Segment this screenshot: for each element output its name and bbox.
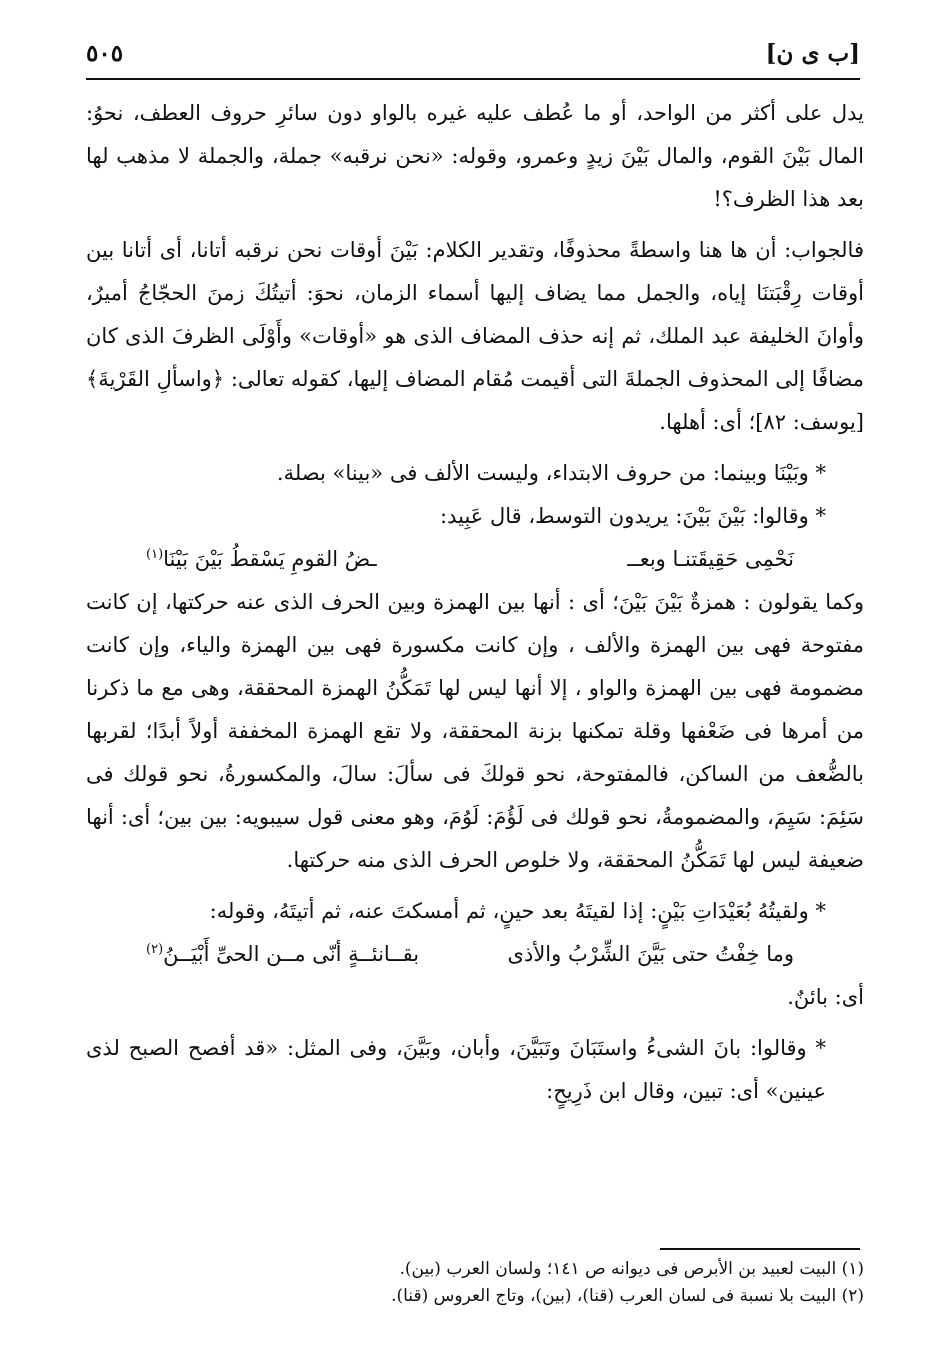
page-header [86, 38, 860, 74]
entry-bayna-bayna: * وقالوا: بَيْنَ بَيْنَ: يريدون التوسط، قال عَبِيد: [440, 504, 826, 528]
footnote-ref-2: (٢) [146, 942, 164, 957]
paragraph-2: فالجواب: أن ها هنا واسطةً محذوفًا، وتقدير الكلام: بَيْنَ أوقات نحن نرقبه أتانا، أى أتانا بين أوقات رِقْبَتنَا إياه، والجمل مما يضاف إليها أسماء الزمان، نحوَ: أتيتُكَ زمنَ الحجّاجُ أميرٌ، وأوانَ الخليفة عبد الملك، ثم إنه حذف المضاف الذى هو «أوقات» وأَوْلَى الظرفَ الذى كان مضافًا إلى المحذوف الجملةَ التى أقيمت مُقام المضاف إليها، كقوله تعالى: ﴿واسألِ القَرْيةَ﴾ [يوسف: ٨٢]؛ أى: أهلها. [86, 238, 864, 434]
paragraph-1: يدل على أكثر من الواحد، أو ما عُطف عليه غيره بالواو دون سائرِ حروف العطف، نحوُ: المال بَيْنَ القوم، والمال بَيْنَ زيدٍ وعمرو، وقوله: «نحن نرقبه» جملة، والجملة لا مذهب لها بعد هذا الظرف؟! [86, 101, 864, 211]
verse-1-second-hemistich-text: ـضُ القومِ يَسْقطُ بَيْنَ بَيْنَا [163, 547, 377, 571]
verse-1-first-hemistich: نَحْمِى حَقِيقَتنـا وبعــ [627, 547, 794, 571]
verse-2 [86, 933, 864, 976]
root-label: [ب ى ن] [765, 40, 860, 67]
entry-buayadat: * ولقيتُهُ بُعَيْدَاتِ بَيْنٍ: إذا لقيتَهُ بعد حينٍ، ثم أمسكتَ عنه، ثم أتيتَهُ، وقوله: [209, 899, 826, 923]
gloss-bain: أى: بائنٌ. [787, 985, 864, 1009]
page-number: ٥٠٥ [86, 40, 124, 67]
footnote-2: (٢) البيت بلا نسبة فى لسان العرب (قنا)، (بين)، وتاج العروس (قنا). [391, 1286, 864, 1306]
verse-1-second-hemistich [146, 538, 377, 581]
paragraph-hamza: وكما يقولون : همزةٌ بَيْنَ بَيْنَ؛ أى : أنها بين الهمزة وبين الحرف الذى عنه حركتها، إن كانت مفتوحة فهى بين الهمزة والألف ، وإن كانت مكسورة فهى بين الهمزة والياء، وإن كانت مضمومة فهى بين الهمزة والواو ، إلا أنها ليس لها تَمَكُّنُ الهمزة المحققة، وهى مع ما ذكرنا من أمرها فى ضَعْفها وقلة تمكنها بزنة المحققة، ولا تقع الهمزة المخففة أولاً أبدًا؛ لقربها بالضُّعف من الساكن، فالمفتوحة، نحو قولكَ فى سألَ: سالَ، والمكسورةُ، نحو قولك فى سَئِمَ: سَيِمَ، والمضمومةُ، نحو قولك فى لَؤُمَ: لَوُمَ، وهو معنى قول سيبويه: بين بين؛ أى: أنها ضعيفة ليس لها تَمَكُّنُ المحققة، ولا خلوص الحرف الذى منه حركتها. [86, 590, 865, 872]
verse-2-first-hemistich: وما خِفْتُ حتى بَيَّنَ الشِّرْبُ والأذى [507, 942, 794, 966]
main-text [86, 92, 864, 1222]
header-rule [86, 78, 860, 80]
footnote-ref-1: (١) [146, 547, 164, 562]
verse-2-second-hemistich-text: بقــانئــةٍ أنّى مــن الحىِّ أَبْيَــنُ [163, 942, 420, 966]
entry-bana: * وقالوا: بانَ الشىءُ واستَبَانَ وتَبَيَّنَ، وأبان، وبَيَّنَ، وفى المثل: «قد أفصح الصبح لذى عينين» أى: تبين، وقال ابن ذَرِيحٍ: [86, 1036, 826, 1103]
verse-1 [86, 538, 864, 581]
footnote-1: (١) البيت لعبيد بن الأبرص فى ديوانه ص ١٤١؛ ولسان العرب (بين). [399, 1259, 864, 1279]
entry-bayna: * وبَيْنَا وبينما: من حروف الابتداء، وليست الألف فى «بينا» بصلة. [276, 461, 826, 485]
footnotes [86, 1256, 864, 1346]
footnote-rule [660, 1248, 860, 1250]
verse-2-second-hemistich [146, 933, 419, 976]
